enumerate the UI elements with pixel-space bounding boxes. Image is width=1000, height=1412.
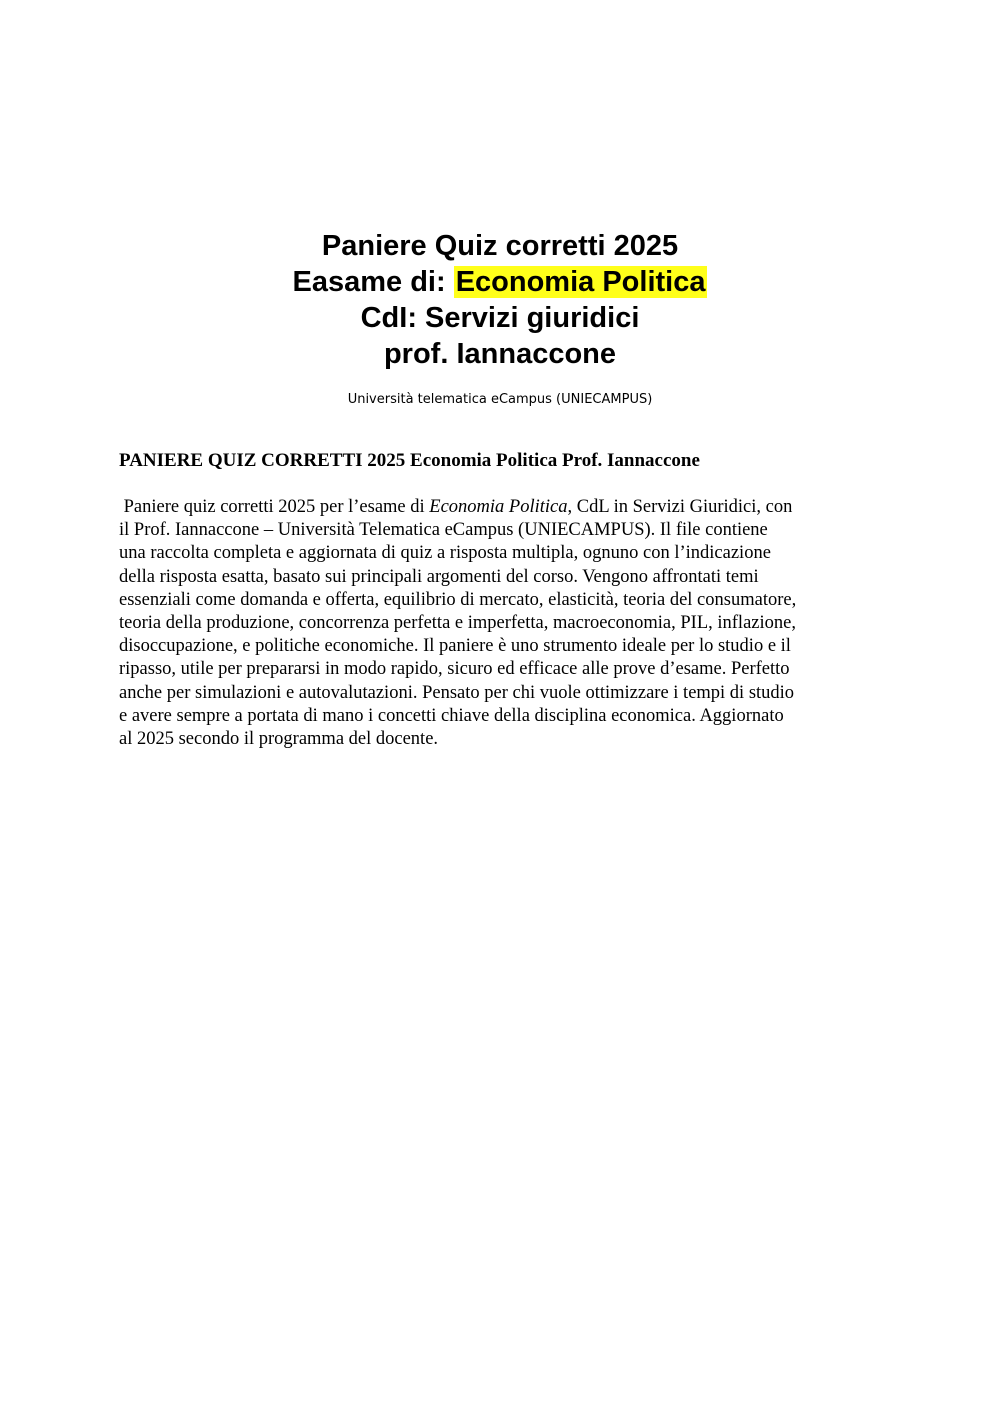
university-name: Università telematica eCampus (UNIECAMPUS) bbox=[347, 392, 653, 407]
course-name-italic: Economia Politica bbox=[429, 497, 568, 517]
title-line-1: Paniere Quiz corretti 2025 bbox=[321, 230, 679, 262]
body-line-1-prefix: Paniere quiz corretti 2025 per l’esame di bbox=[119, 497, 430, 517]
title-line-4: prof. Iannaccone bbox=[383, 338, 617, 370]
section-heading: PANIERE QUIZ CORRETTI 2025 Economia Politica Prof. Iannaccone bbox=[119, 450, 700, 471]
document-title bbox=[0, 228, 1000, 372]
body-line: teoria della produzione, concorrenza perfetta e imperfetta, macroeconomia, PIL, inflazione, bbox=[119, 613, 796, 634]
body-line-1-suffix: , CdL in Servizi Giuridici, con bbox=[567, 497, 793, 517]
title-line-3: CdI: Servizi giuridici bbox=[360, 302, 640, 334]
body-line: il Prof. Iannaccone – Università Telematica eCampus (UNIECAMPUS). Il file contiene bbox=[119, 520, 768, 541]
body-line: una raccolta completa e aggiornata di quiz a risposta multipla, ognuno con l’indicazione bbox=[119, 543, 771, 564]
body-line: della risposta esatta, basato sui principali argomenti del corso. Vengono affrontati temi bbox=[119, 566, 759, 587]
body-line: disoccupazione, e politiche economiche. Il paniere è uno strumento ideale per lo studio e il bbox=[119, 636, 791, 657]
description-paragraph bbox=[119, 496, 879, 751]
body-line: ripasso, utile per prepararsi in modo rapido, sicuro ed efficace alle prove d’esame. Perfetto bbox=[119, 659, 790, 680]
body-line: essenziali come domanda e offerta, equilibrio di mercato, elasticità, teoria del consumatore, bbox=[119, 589, 797, 610]
body-line: al 2025 secondo il programma del docente. bbox=[119, 729, 439, 750]
body-line: anche per simulazioni e autovalutazioni. Pensato per chi vuole ottimizzare i tempi di studio bbox=[119, 682, 795, 703]
body-line: e avere sempre a portata di mano i concetti chiave della disciplina economica. Aggiornato bbox=[119, 705, 784, 726]
title-line-2 bbox=[0, 264, 1000, 300]
body-line bbox=[119, 496, 879, 519]
exam-label: Easame di: bbox=[292, 266, 454, 298]
exam-name-highlight: Economia Politica bbox=[455, 266, 706, 298]
